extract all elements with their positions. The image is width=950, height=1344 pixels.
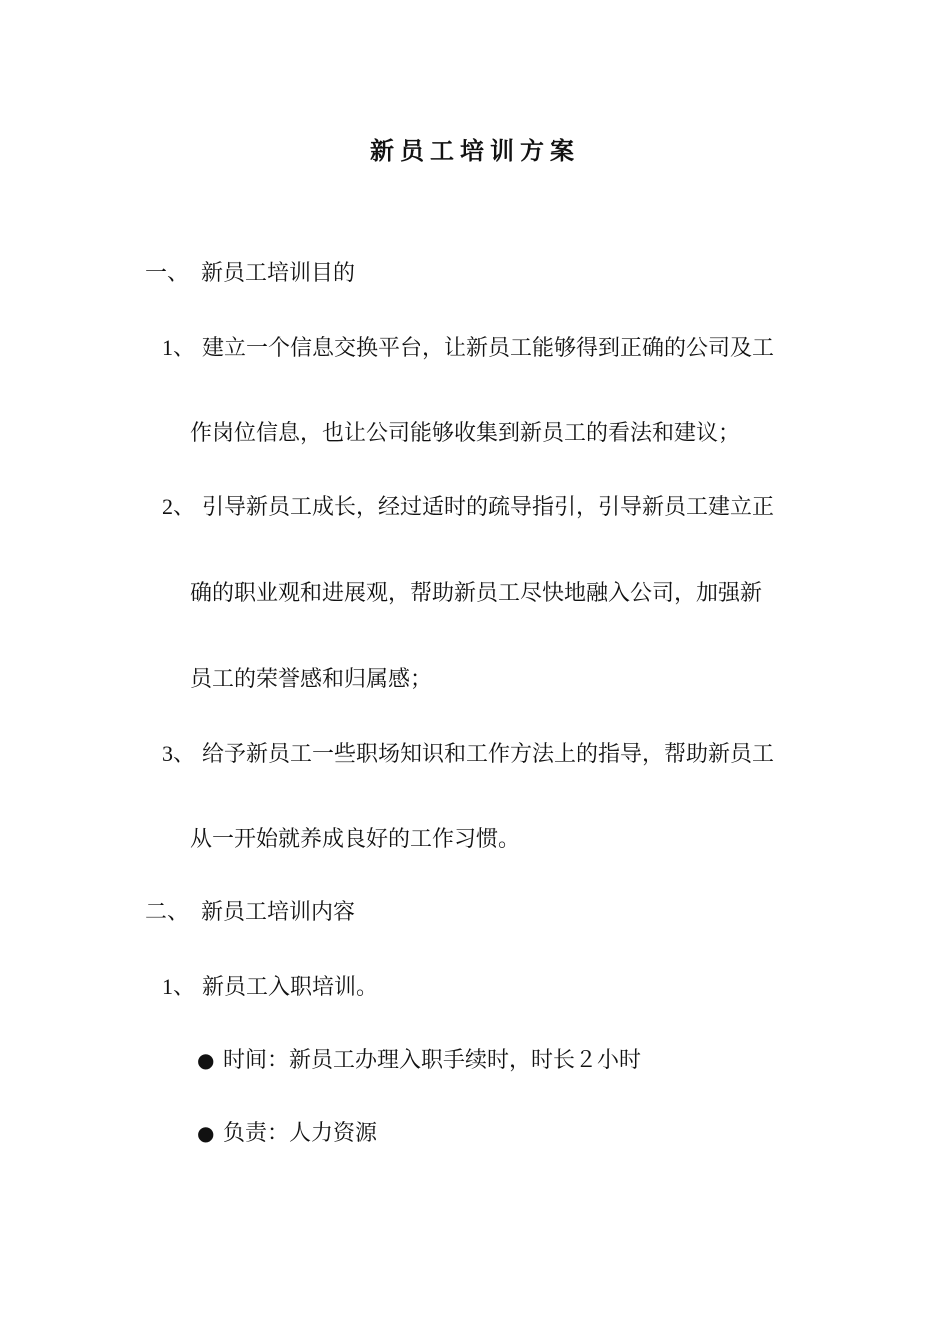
- item-text-continued: 确的职业观和进展观，帮助新员工尽快地融入公司，加强新: [190, 581, 763, 606]
- item-marker: 2、: [162, 494, 196, 519]
- item-marker: 3、: [162, 741, 196, 766]
- list-item: [162, 332, 774, 365]
- list-item: [162, 738, 774, 771]
- section-marker: 二、: [145, 900, 190, 925]
- section-marker: 一、: [145, 261, 190, 286]
- item-text-continued: 从一开始就养成良好的工作习惯。: [190, 827, 521, 852]
- bullet-dot-icon: ●: [197, 1048, 215, 1072]
- item-text: 给予新员工一些职场知识和工作方法上的指导，帮助新员工: [202, 742, 775, 767]
- item-text: 建立一个信息交换平台，让新员工能够得到正确的公司及工: [202, 336, 775, 361]
- item-text: 新员工入职培训。: [202, 975, 379, 1000]
- bullet-item: [197, 1044, 641, 1077]
- document-title: 新员工培训方案: [370, 137, 580, 165]
- item-text-continued: 作岗位信息，也让公司能够收集到新员工的看法和建议；: [190, 421, 741, 446]
- section-heading: [145, 258, 355, 290]
- item-marker: 1、: [162, 335, 196, 360]
- section-heading: [145, 897, 355, 929]
- section-title: 新员工培训内容: [201, 900, 356, 925]
- list-item: [162, 491, 774, 524]
- bullet-dot-icon: ●: [197, 1121, 215, 1145]
- bullet-text: 负责：人力资源: [223, 1121, 378, 1146]
- item-text: 引导新员工成长，经过适时的疏导指引，引导新员工建立正: [202, 495, 775, 520]
- section-title: 新员工培训目的: [201, 261, 356, 286]
- item-marker: 1、: [162, 974, 196, 999]
- item-text-continued: 员工的荣誉感和归属感；: [190, 667, 433, 692]
- bullet-item: [197, 1117, 377, 1150]
- bullet-text: 时间：新员工办理入职手续时，时长２小时: [223, 1048, 642, 1073]
- list-item: [162, 971, 378, 1004]
